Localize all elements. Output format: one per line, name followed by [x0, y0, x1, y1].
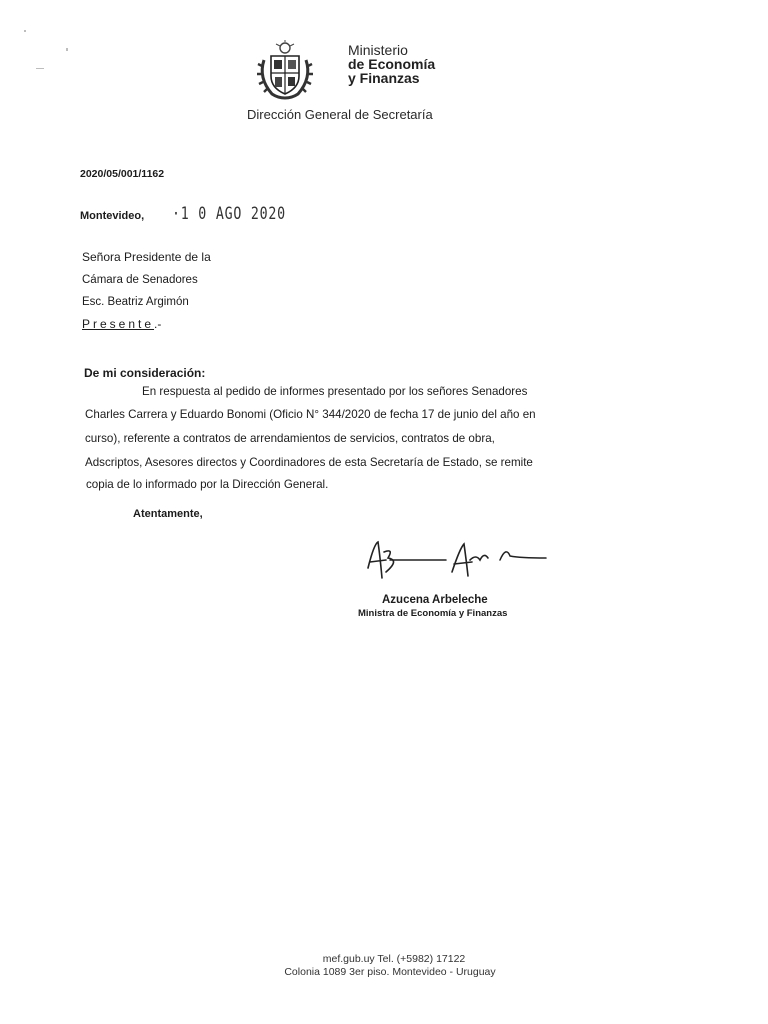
scan-speck — [24, 30, 26, 32]
body-line: curso), referente a contratos de arrendamientos de servicios, contratos de obra, — [85, 432, 495, 445]
scan-speck — [36, 68, 44, 69]
footer-contact: mef.gub.uy Tel. (+5982) 17122 — [322, 953, 466, 965]
closing: Atentamente, — [133, 508, 203, 520]
recipient-line-1: Señora Presidente de la — [82, 250, 211, 264]
recipient-line-3: Esc. Beatriz Argimón — [82, 296, 189, 308]
ministry-line-1: Ministerio — [348, 42, 408, 58]
ministry-line-3: y Finanzas — [348, 70, 420, 86]
body-line: En respuesta al pedido de informes presentado por los señores Senadores — [142, 385, 528, 398]
recipient-line-2: Cámara de Senadores — [82, 274, 198, 286]
body-line: Charles Carrera y Eduardo Bonomi (Oficio N° 344/2020 de fecha 17 de junio del año en — [85, 408, 536, 421]
ministry-line-2: de Economía — [348, 56, 436, 72]
presente-word: Presente — [82, 317, 155, 331]
date-stamp: ·1 0 AGO 2020 — [172, 204, 286, 224]
date-city: Montevideo, — [80, 210, 145, 222]
body-line: copia de lo informado por la Dirección General. — [86, 478, 329, 491]
uruguay-coat-of-arms-icon — [254, 40, 316, 102]
presente-suffix: .- — [154, 317, 162, 331]
handwritten-signature — [360, 538, 550, 584]
reference-number: 2020/05/001/1162 — [80, 168, 165, 180]
recipient-presente — [82, 317, 161, 331]
greeting: De mi consideración: — [84, 366, 206, 380]
footer-address: Colonia 1089 3er piso. Montevideo - Uruguay — [284, 966, 496, 978]
ministry-name — [348, 43, 435, 85]
signer-title: Ministra de Economía y Finanzas — [358, 608, 508, 619]
department-heading: Dirección General de Secretaría — [247, 107, 433, 122]
signer-name: Azucena Arbeleche — [382, 594, 488, 606]
scan-speck — [66, 48, 68, 51]
body-line: Adscriptos, Asesores directos y Coordinadores de esta Secretaría de Estado, se remite — [85, 456, 533, 469]
